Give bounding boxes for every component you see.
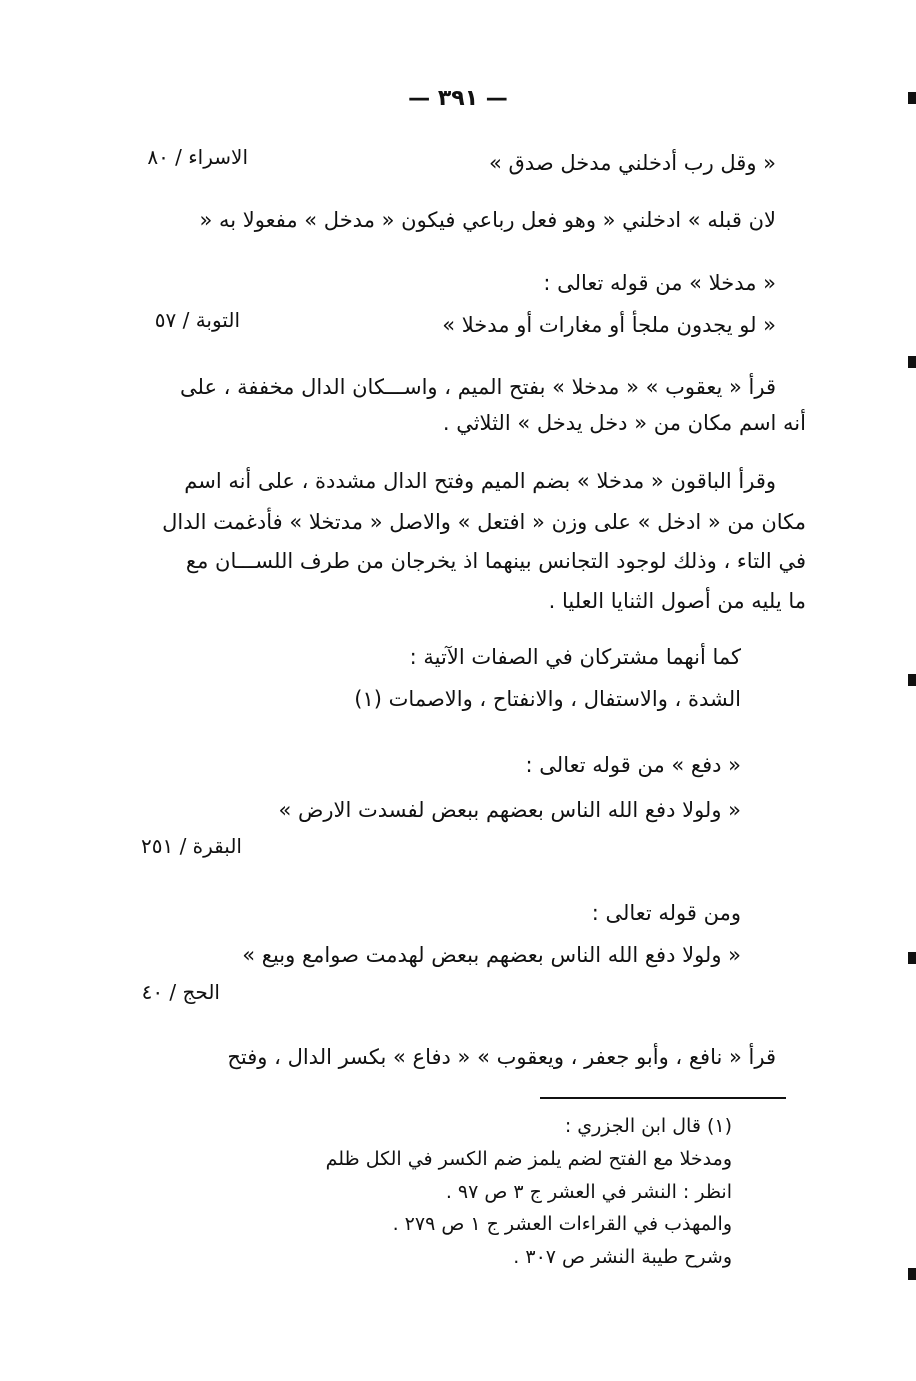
- page-number: — ٣٩١ —: [408, 86, 508, 111]
- footnote-line: والمهذب في القراءات العشر ج ١ ص ٢٧٩ .: [392, 1213, 732, 1235]
- verse-reference: الحج / ٤٠: [141, 980, 220, 1004]
- scan-edge-mark: [908, 1268, 916, 1280]
- verse-reference: البقرة / ٢٥١: [140, 834, 242, 858]
- verse-reference: الاسراء / ٨٠: [147, 145, 248, 169]
- text-line: ما يليه من أصول الثنايا العليا .: [548, 589, 806, 613]
- text-line: الشدة ، والاستفال ، والانفتاح ، والاصمات (١): [354, 687, 741, 711]
- text-line: وقرأ الباقون « مدخلا » بضم الميم وفتح الدال مشددة ، على أنه اسم: [184, 469, 776, 493]
- footnote-line: انظر : النشر في العشر ج ٣ ص ٩٧ .: [445, 1181, 732, 1203]
- footnote-separator: [540, 1097, 786, 1099]
- verse-line: « ولولا دفع الله الناس بعضهم ببعض لهدمت صوامع وبيع »: [242, 943, 741, 967]
- scan-edge-mark: [908, 356, 916, 368]
- scan-edge-mark: [908, 674, 916, 686]
- text-line: مكان من « ادخل » على وزن « افتعل » والاصل « مدتخلا » فأدغمت الدال: [162, 510, 806, 534]
- scan-edge-mark: [908, 92, 916, 104]
- text-line: « دفع » من قوله تعالى :: [525, 753, 741, 777]
- verse-line: « ولولا دفع الله الناس بعضهم ببعض لفسدت الارض »: [278, 798, 741, 822]
- text-line: قرأ « يعقوب » « مدخلا » بفتح الميم ، واســـكان الدال مخففة ، على: [180, 375, 776, 399]
- text-line: « مدخلا » من قوله تعالى :: [543, 271, 776, 295]
- footnote-line: (١) قال ابن الجزري :: [564, 1115, 732, 1137]
- text-line: كما أنهما مشتركان في الصفات الآتية :: [409, 645, 741, 669]
- text-line: ومن قوله تعالى :: [591, 901, 741, 925]
- text-line: في التاء ، وذلك لوجود التجانس بينهما اذ يخرجان من طرف اللســـان مع: [185, 549, 806, 573]
- footnote-line: ومدخلا مع الفتح لضم يلمز ضم الكسر في الكل ظلم: [325, 1148, 732, 1170]
- footnote-line: وشرح طيبة النشر ص ٣٠٧ .: [513, 1246, 732, 1268]
- verse-line: « وقل رب أدخلني مدخل صدق »: [488, 151, 776, 175]
- scan-edge-mark: [908, 952, 916, 964]
- text-line: قرأ « نافع ، وأبو جعفر ، ويعقوب » « دفاع » بكسر الدال ، وفتح: [227, 1045, 776, 1069]
- verse-line: « لو يجدون ملجأ أو مغارات أو مدخلا »: [442, 313, 776, 337]
- text-line: أنه اسم مكان من « دخل يدخل » الثلاثي .: [442, 411, 806, 435]
- text-line: لان قبله » ادخلني « وهو فعل رباعي فيكون « مدخل » مفعولا به «: [199, 208, 776, 232]
- verse-reference: التوبة / ٥٧: [154, 308, 240, 332]
